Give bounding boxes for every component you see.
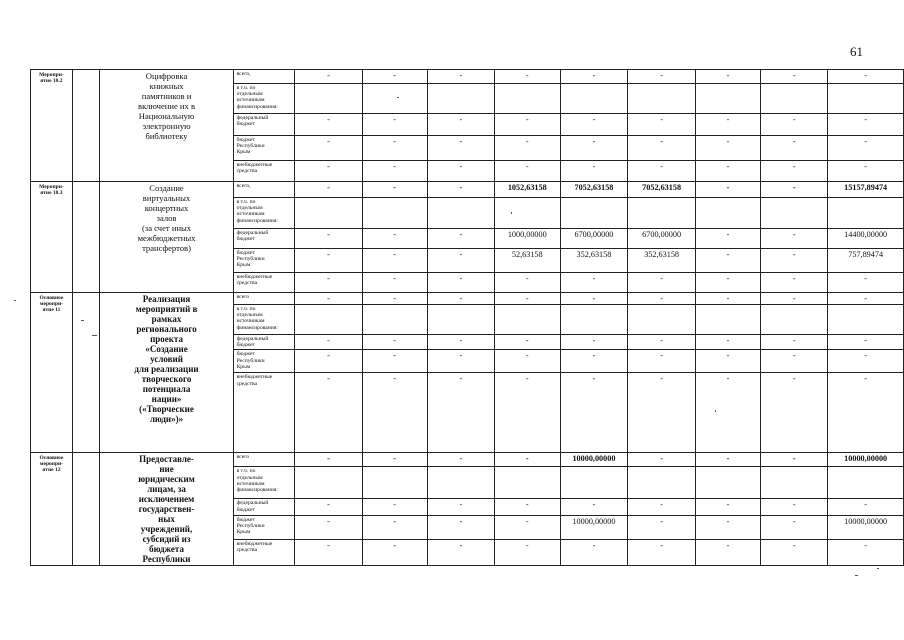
value-cell: -	[560, 499, 628, 516]
value-cell: -	[695, 229, 760, 249]
value-cell	[295, 467, 362, 499]
value-cell: -	[560, 161, 628, 182]
value-cell: -	[695, 350, 760, 373]
value-cell: -	[628, 499, 696, 516]
value-cell: -	[761, 453, 828, 467]
value-cell: -	[494, 539, 560, 566]
funding-source: бюджет Республики Крым	[233, 249, 295, 273]
measure-label: Основное меропри- ятие 12	[31, 453, 73, 566]
value-cell: -	[828, 539, 904, 566]
value-cell: -	[295, 70, 362, 84]
funding-source: всего,	[233, 70, 295, 84]
value-cell: -	[695, 70, 760, 84]
funding-source: внебюджетные средства	[233, 539, 295, 566]
value-cell	[828, 198, 904, 229]
value-cell: -	[427, 350, 494, 373]
value-cell: -	[628, 335, 696, 350]
value-cell: -	[828, 373, 904, 453]
value-cell: 15157,89474	[828, 182, 904, 198]
value-cell: -	[362, 293, 427, 305]
value-cell	[494, 305, 560, 335]
value-cell	[695, 84, 760, 114]
value-cell: -	[362, 229, 427, 249]
value-cell	[695, 305, 760, 335]
value-cell: -	[362, 273, 427, 293]
table-row	[31, 182, 904, 198]
value-cell: 7052,63158	[628, 182, 696, 198]
value-cell	[427, 84, 494, 114]
measure-label: Меропри- ятие 10.3	[31, 182, 73, 293]
value-cell	[560, 467, 628, 499]
value-cell: -	[628, 273, 696, 293]
value-cell: -	[362, 516, 427, 540]
value-cell: -	[362, 335, 427, 350]
value-cell: 1052,63158	[494, 182, 560, 198]
value-cell: 14400,00000	[828, 229, 904, 249]
value-cell	[695, 467, 760, 499]
value-cell: -	[427, 182, 494, 198]
value-cell: -	[828, 499, 904, 516]
funding-source: федеральный бюджет	[233, 114, 295, 136]
value-cell	[761, 198, 828, 229]
value-cell	[560, 305, 628, 335]
funding-source: бюджет Республики Крым	[233, 350, 295, 373]
value-cell	[362, 198, 427, 229]
value-cell: -	[761, 70, 828, 84]
value-cell: -	[695, 161, 760, 182]
value-cell: -	[295, 136, 362, 161]
scan-speck	[81, 320, 84, 321]
value-cell: -	[362, 70, 427, 84]
value-cell: -	[695, 539, 760, 566]
value-cell: 10000,00000	[560, 453, 628, 467]
value-cell: -	[362, 453, 427, 467]
value-cell: -	[427, 293, 494, 305]
value-cell: -	[362, 182, 427, 198]
measure-description: Оцифровка книжных памятников и включение их в Национальную электронную библиотеку	[100, 70, 233, 182]
executor-cell	[72, 293, 100, 453]
value-cell: -	[628, 161, 696, 182]
value-cell: -	[494, 70, 560, 84]
value-cell: -	[761, 182, 828, 198]
value-cell: -	[560, 335, 628, 350]
value-cell: -	[295, 539, 362, 566]
value-cell: -	[427, 453, 494, 467]
funding-source: в т.ч. по отдельным источникам финансирования:	[233, 198, 295, 229]
value-cell: -	[828, 136, 904, 161]
value-cell: -	[427, 161, 494, 182]
funding-source: всего	[233, 453, 295, 467]
value-cell: -	[427, 373, 494, 453]
value-cell	[362, 305, 427, 335]
value-cell: -	[695, 293, 760, 305]
funding-source: всего,	[233, 182, 295, 198]
value-cell: -	[560, 273, 628, 293]
executor-cell	[72, 453, 100, 566]
value-cell	[494, 198, 560, 229]
value-cell	[427, 305, 494, 335]
value-cell: -	[695, 373, 760, 453]
value-cell: -	[295, 293, 362, 305]
value-cell: -	[628, 136, 696, 161]
value-cell: -	[560, 293, 628, 305]
value-cell: 6700,00000	[628, 229, 696, 249]
funding-source: федеральный бюджет	[233, 335, 295, 350]
value-cell: -	[295, 350, 362, 373]
value-cell	[761, 84, 828, 114]
value-cell: 10000,00000	[828, 516, 904, 540]
value-cell: -	[828, 70, 904, 84]
executor-cell	[72, 70, 100, 182]
funding-source: внебюджетные средства	[233, 161, 295, 182]
value-cell	[628, 198, 696, 229]
scan-speck	[397, 97, 399, 98]
value-cell: -	[494, 335, 560, 350]
value-cell: -	[695, 516, 760, 540]
value-cell: -	[295, 249, 362, 273]
value-cell: -	[560, 114, 628, 136]
value-cell	[494, 84, 560, 114]
value-cell: -	[427, 335, 494, 350]
value-cell: -	[628, 453, 696, 467]
value-cell	[828, 305, 904, 335]
funding-source: внебюджетные средства	[233, 373, 295, 453]
value-cell: 10000,00000	[828, 453, 904, 467]
value-cell: -	[695, 273, 760, 293]
value-cell: -	[494, 114, 560, 136]
funding-source: внебюджетные средства	[233, 273, 295, 293]
value-cell	[828, 467, 904, 499]
value-cell: -	[295, 499, 362, 516]
value-cell: -	[761, 161, 828, 182]
value-cell: -	[761, 114, 828, 136]
value-cell: -	[494, 273, 560, 293]
scan-speck	[511, 212, 512, 214]
funding-source: федеральный бюджет	[233, 499, 295, 516]
value-cell	[828, 84, 904, 114]
value-cell: -	[828, 350, 904, 373]
value-cell	[494, 467, 560, 499]
funding-source: федеральный бюджет	[233, 229, 295, 249]
value-cell: -	[761, 335, 828, 350]
scan-speck	[715, 410, 716, 412]
value-cell: -	[628, 516, 696, 540]
value-cell: -	[695, 182, 760, 198]
value-cell: -	[560, 350, 628, 373]
value-cell: -	[295, 516, 362, 540]
value-cell	[295, 305, 362, 335]
value-cell: -	[560, 539, 628, 566]
value-cell: -	[628, 539, 696, 566]
value-cell: -	[695, 499, 760, 516]
value-cell	[295, 198, 362, 229]
funding-source: бюджет Республики Крым	[233, 136, 295, 161]
value-cell: -	[761, 539, 828, 566]
value-cell: -	[295, 335, 362, 350]
value-cell: -	[295, 453, 362, 467]
value-cell: -	[362, 499, 427, 516]
value-cell: -	[761, 136, 828, 161]
value-cell: -	[494, 350, 560, 373]
value-cell: -	[828, 335, 904, 350]
value-cell: -	[427, 229, 494, 249]
value-cell: -	[828, 114, 904, 136]
value-cell: -	[695, 114, 760, 136]
measure-description: Создание виртуальных концертных залов (за счет иных межбюджетных трансфертов)	[100, 182, 233, 293]
value-cell: 352,63158	[560, 249, 628, 273]
value-cell: -	[362, 350, 427, 373]
value-cell: -	[828, 293, 904, 305]
value-cell: -	[362, 249, 427, 273]
measure-description: Реализация мероприятий в рамках регионального проекта «Создание условий для реализации творческого потенциала нации» («Творческие люди»)»	[100, 293, 233, 453]
value-cell: 1000,00000	[494, 229, 560, 249]
value-cell: 757,89474	[828, 249, 904, 273]
executor-cell	[72, 182, 100, 293]
measure-label: Основное меропри- ятие 11	[31, 293, 73, 453]
value-cell: -	[295, 182, 362, 198]
table-body	[31, 70, 904, 566]
value-cell: -	[362, 136, 427, 161]
value-cell: -	[761, 293, 828, 305]
value-cell: 10000,00000	[560, 516, 628, 540]
table-row	[31, 70, 904, 84]
value-cell: 52,63158	[494, 249, 560, 273]
measure-description: Предоставле- ние юридическим лицам, за исключением государствен- ных учреждений, субсидий из бюджета Республики	[100, 453, 233, 566]
value-cell: -	[494, 453, 560, 467]
value-cell: -	[761, 273, 828, 293]
value-cell: -	[761, 516, 828, 540]
funding-source: бюджет Республики Крым	[233, 516, 295, 540]
value-cell: -	[761, 229, 828, 249]
table-row	[31, 453, 904, 467]
value-cell: -	[628, 293, 696, 305]
table-row	[31, 293, 904, 305]
value-cell	[560, 198, 628, 229]
value-cell: -	[761, 350, 828, 373]
value-cell	[628, 467, 696, 499]
value-cell: -	[828, 273, 904, 293]
scan-speck	[92, 335, 97, 336]
value-cell: 7052,63158	[560, 182, 628, 198]
funding-source: в т.ч. по отдельным источникам финансирования:	[233, 467, 295, 499]
value-cell: -	[761, 249, 828, 273]
value-cell: -	[494, 136, 560, 161]
value-cell	[427, 198, 494, 229]
value-cell	[362, 84, 427, 114]
funding-source: в т.ч. по отдельным источникам финансирования:	[233, 305, 295, 335]
value-cell: -	[628, 373, 696, 453]
scan-speck	[14, 300, 16, 301]
value-cell: -	[494, 161, 560, 182]
value-cell: -	[695, 249, 760, 273]
value-cell: -	[560, 136, 628, 161]
value-cell	[761, 467, 828, 499]
value-cell: -	[494, 293, 560, 305]
value-cell	[560, 84, 628, 114]
value-cell: -	[362, 373, 427, 453]
value-cell: -	[362, 539, 427, 566]
funding-source: всего	[233, 293, 295, 305]
value-cell: -	[427, 516, 494, 540]
value-cell	[761, 305, 828, 335]
value-cell: 6700,00000	[560, 229, 628, 249]
value-cell: -	[427, 539, 494, 566]
value-cell: -	[628, 114, 696, 136]
value-cell: -	[295, 373, 362, 453]
value-cell: -	[828, 161, 904, 182]
value-cell	[628, 84, 696, 114]
value-cell: -	[494, 499, 560, 516]
value-cell: -	[695, 335, 760, 350]
value-cell: -	[295, 229, 362, 249]
scan-speck	[877, 568, 879, 569]
value-cell: -	[427, 499, 494, 516]
value-cell: 352,63158	[628, 249, 696, 273]
value-cell: -	[628, 70, 696, 84]
value-cell: -	[362, 114, 427, 136]
value-cell: -	[427, 136, 494, 161]
value-cell: -	[295, 273, 362, 293]
value-cell: -	[295, 161, 362, 182]
scan-speck	[855, 575, 858, 576]
budget-table	[30, 69, 904, 566]
value-cell: -	[494, 373, 560, 453]
value-cell: -	[295, 114, 362, 136]
value-cell: -	[427, 70, 494, 84]
value-cell: -	[695, 453, 760, 467]
value-cell	[362, 467, 427, 499]
value-cell	[695, 198, 760, 229]
measure-label: Меропри- ятие 10.2	[31, 70, 73, 182]
value-cell: -	[560, 70, 628, 84]
value-cell: -	[427, 114, 494, 136]
value-cell	[295, 84, 362, 114]
value-cell	[628, 305, 696, 335]
value-cell: -	[695, 136, 760, 161]
value-cell: -	[628, 350, 696, 373]
page-number: 61	[850, 44, 863, 59]
value-cell: -	[427, 249, 494, 273]
value-cell: -	[494, 516, 560, 540]
value-cell: -	[362, 161, 427, 182]
value-cell: -	[761, 373, 828, 453]
value-cell: -	[560, 373, 628, 453]
funding-source: в т.ч. по отдельным источникам финансирования:	[233, 84, 295, 114]
value-cell	[427, 467, 494, 499]
value-cell: -	[427, 273, 494, 293]
value-cell: -	[761, 499, 828, 516]
